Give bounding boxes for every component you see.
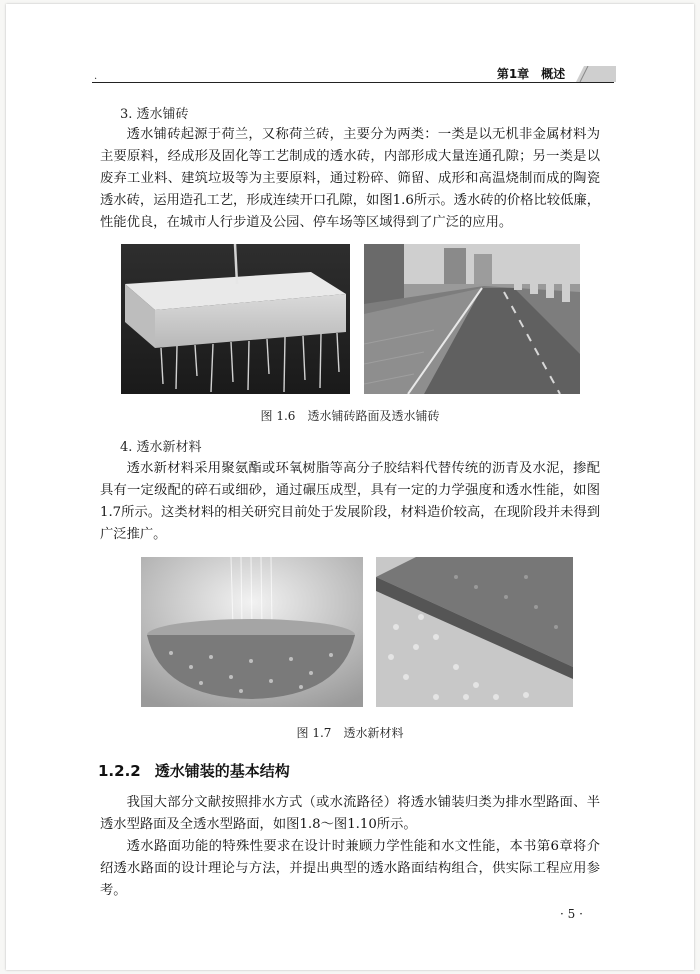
section-heading-1-2-2 xyxy=(98,760,290,781)
figure-1-7-caption: 图 1.7 透水新材料 xyxy=(296,726,404,740)
page-number: · 5 · xyxy=(560,907,583,921)
figure-porous-material-bowl-image xyxy=(141,557,363,707)
paragraph-classification: 我国大部分文献按照排水方式（或水流路径）将透水铺装归类为排水型路面、半透水型路面及全透水型路面，如图1.8～图1.10所示。 xyxy=(100,795,600,832)
figure-permeable-brick-image xyxy=(121,244,350,394)
paragraph-new-material: 透水新材料采用聚氨酯或环氧树脂等高分子胶结料代替传统的沥青及水泥，掺配具有一定级配的碎石或细砂，通过碾压成型，具有一定的力学强度和透水性能，如图1.7所示。这类材料的相关研究目前处于发展阶段，材料造价较高，在现阶段并未得到广泛推广。 xyxy=(100,461,600,542)
section-title: 透水铺装的基本结构 xyxy=(154,762,290,780)
header-rule xyxy=(92,82,614,83)
section-label-3: 3. 透水铺砖 xyxy=(120,107,189,122)
figure-1-6-caption: 图 1.6 透水铺砖路面及透水铺砖 xyxy=(260,409,440,423)
watermark-publisher xyxy=(160,471,580,501)
section-number: 1.2.2 xyxy=(98,762,141,780)
header-dot: . xyxy=(94,71,98,82)
figure-paved-road-image xyxy=(364,244,580,394)
paragraph-design: 透水路面功能的特殊性要求在设计时兼顾力学性能和水文性能，本书第6章将介绍透水路面的设计理论与方法，并提出典型的透水路面结构组合，供实际工程应用参考。 xyxy=(100,839,600,898)
running-head-chapter: 第1章 概述 xyxy=(496,67,566,81)
figure-porous-pavement-image xyxy=(376,557,573,707)
section-label-4: 4. 透水新材料 xyxy=(120,440,202,455)
header-decoration xyxy=(576,66,616,82)
paragraph-permeable-brick: 透水铺砖起源于荷兰，又称荷兰砖，主要分为两类：一类是以无机非金属材料为主要原料，经成形及固化等工艺制成的透水砖，内部形成大量连通孔隙；另一类是以废弃工业料、建筑垃圾等为主要原料，通过粉碎、筛留、成形和高温烧制而成的陶瓷透水砖，运用造孔工艺，形成连续开口孔隙，如图1.6所示。透水砖的价格比较低廉，性能优良，在城市人行步道及公园、停车场等区域得到了广泛的应用。 xyxy=(100,127,600,230)
